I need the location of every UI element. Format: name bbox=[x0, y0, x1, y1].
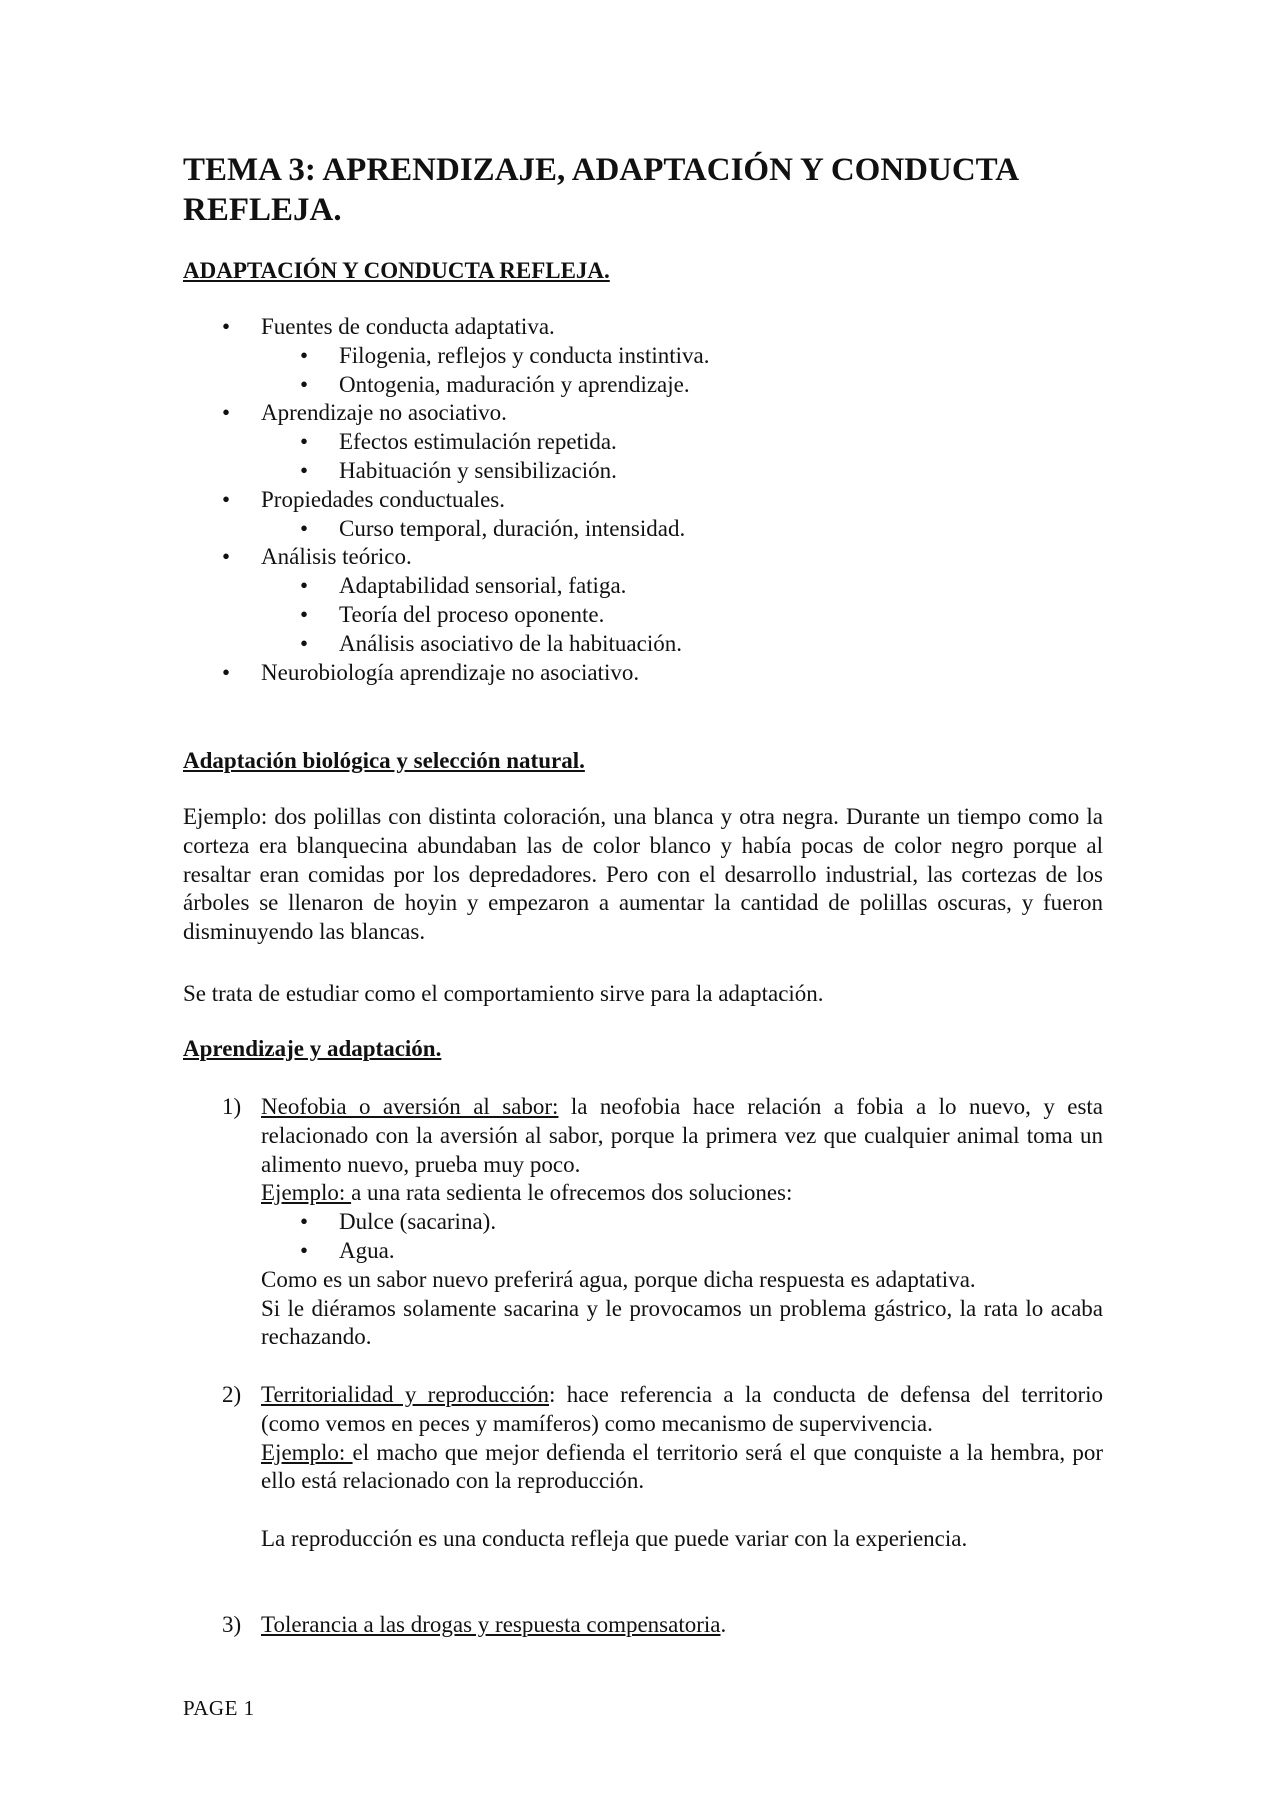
numbered-item-tolerancia bbox=[183, 1611, 1103, 1640]
bullet-icon: • bbox=[300, 573, 309, 599]
bullet-icon: • bbox=[300, 515, 309, 541]
outline-subitem: • Teoría del proceso oponente. bbox=[183, 601, 1083, 630]
page-footer: PAGE 1 bbox=[183, 1696, 255, 1720]
bullet-icon: • bbox=[300, 1209, 309, 1235]
outline-item: • Análisis teórico. bbox=[183, 543, 1083, 572]
option-item: • Agua. bbox=[183, 1237, 1103, 1266]
bullet-icon: • bbox=[300, 342, 309, 368]
example-text: el macho que mejor defienda el territorio será el que conquiste a la hembra, por ello está relacionado con la reproducción. bbox=[261, 1439, 1103, 1494]
example-text: a una rata sedienta le ofrecemos dos soluciones: bbox=[351, 1180, 793, 1206]
item-number: 3) bbox=[222, 1612, 242, 1637]
bullet-icon: • bbox=[300, 1237, 309, 1263]
item-term: Neofobia o aversión al sabor: bbox=[261, 1094, 559, 1119]
outline-subitem: • Curso temporal, duración, intensidad. bbox=[183, 515, 1083, 544]
outline-subitem: • Habituación y sensibilización. bbox=[183, 457, 1083, 486]
bullet-icon: • bbox=[300, 601, 309, 627]
subsection-heading-aprendizaje: Aprendizaje y adaptación. bbox=[183, 1036, 442, 1061]
item-term: Tolerancia a las drogas y respuesta compensatoria bbox=[261, 1612, 721, 1637]
outline-subitem: • Análisis asociativo de la habituación. bbox=[183, 630, 1083, 659]
item-term: Territorialidad y reproducción bbox=[261, 1382, 549, 1407]
outline-item: • Neurobiología aprendizaje no asociativo. bbox=[183, 659, 1083, 688]
section-heading: ADAPTACIÓN Y CONDUCTA REFLEJA. bbox=[183, 258, 610, 283]
item-line: Si le diéramos solamente sacarina y le provocamos un problema gástrico, la rata lo acaba rechazando. bbox=[261, 1295, 1103, 1350]
subsection-heading-adaptacion: Adaptación biológica y selección natural. bbox=[183, 748, 585, 773]
item-text: . bbox=[720, 1612, 727, 1637]
outline-item: • Fuentes de conducta adaptativa. bbox=[183, 313, 1083, 342]
bullet-icon: • bbox=[300, 371, 309, 397]
summary-paragraph: Se trata de estudiar como el comportamiento sirve para la adaptación. bbox=[183, 981, 824, 1006]
outline-subitem: • Filogenia, reflejos y conducta instintiva. bbox=[183, 342, 1083, 371]
page-title: TEMA 3: APRENDIZAJE, ADAPTACIÓN Y CONDUCTA REFLEJA. bbox=[183, 152, 1018, 228]
outline-item: • Propiedades conductuales. bbox=[183, 486, 1083, 515]
outline-subitem: • Efectos estimulación repetida. bbox=[183, 428, 1083, 457]
example-label: Ejemplo: bbox=[261, 1439, 353, 1465]
bullet-icon: • bbox=[300, 630, 309, 656]
example-paragraph: Ejemplo: dos polillas con distinta coloración, una blanca y otra negra. Durante un tiempo como la corteza era blanquecina abundaban las de color blanco y había pocas de color negro porque al resaltar eran comidas por los depredadores. Pero con el desarrollo industrial, las cortezas de los árboles se llenaron de hoyin y empezaron a aumentar la cantidad de polillas oscuras, y fueron disminuyendo las blancas. bbox=[183, 804, 1103, 945]
bullet-icon: • bbox=[222, 486, 231, 512]
outline-subitem: • Ontogenia, maduración y aprendizaje. bbox=[183, 371, 1083, 400]
example-label: Ejemplo: bbox=[261, 1180, 352, 1206]
outline-item: • Aprendizaje no asociativo. bbox=[183, 399, 1083, 428]
item-line: Como es un sabor nuevo preferirá agua, porque dicha respuesta es adaptativa. bbox=[261, 1266, 976, 1292]
numbered-item-territorialidad bbox=[183, 1381, 1103, 1554]
item-number: 1) bbox=[222, 1094, 242, 1119]
bullet-icon: • bbox=[222, 544, 231, 570]
bullet-icon: • bbox=[300, 457, 309, 483]
document-page bbox=[183, 0, 1103, 1811]
bullet-icon: • bbox=[222, 400, 231, 426]
item-note: La reproducción es una conducta refleja que puede variar con la experiencia. bbox=[261, 1525, 968, 1551]
item-text: : hace referencia a la conducta de defensa del territorio (como vemos en peces y mamíferos) como mecanismo de supervivencia. bbox=[261, 1382, 1103, 1436]
numbered-item-neofobia bbox=[183, 1093, 1103, 1352]
bullet-icon: • bbox=[222, 659, 231, 685]
option-item: • Dulce (sacarina). bbox=[183, 1208, 1103, 1237]
bullet-icon: • bbox=[222, 314, 231, 339]
item-text: la neofobia hace relación a fobia a lo nuevo, y esta relacionado con la aversión al sabor, porque la primera vez que cualquier animal toma un alimento nuevo, prueba muy poco. bbox=[261, 1094, 1103, 1177]
item-number: 2) bbox=[222, 1382, 242, 1407]
topic-outline bbox=[183, 313, 1083, 687]
outline-subitem: • Adaptabilidad sensorial, fatiga. bbox=[183, 572, 1083, 601]
bullet-icon: • bbox=[300, 429, 309, 455]
